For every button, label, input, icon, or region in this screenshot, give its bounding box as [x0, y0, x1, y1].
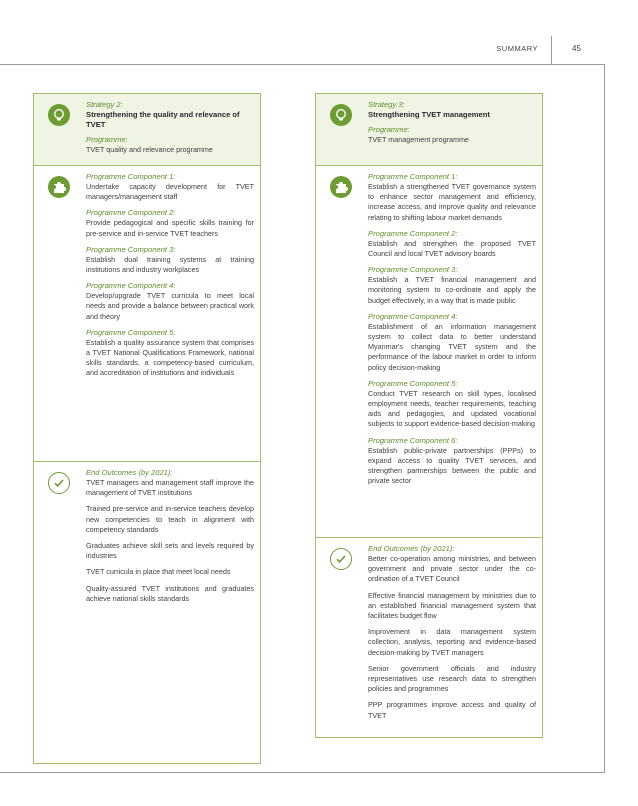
outcomes-label: End Outcomes (by 2021): [86, 468, 173, 477]
strategy-2-header [34, 94, 260, 165]
component-text: Undertake capacity development for TVET managers/management staff [86, 182, 254, 202]
lightbulb-head-icon [48, 104, 70, 126]
component-text: Establish public-private partnerships (PPPs) to expand access to quality TVET services, and strengthen partnerships between the public and private sector [368, 445, 536, 486]
strategy-2-components [34, 165, 260, 461]
outcomes-label: End Outcomes (by 2021): [368, 544, 455, 553]
outcome-item: TVET managers and management staff improve the management of TVET institutions [86, 478, 254, 498]
component-text: Establishment of an information management system to collect data to better understand Myanmar's changing TVET system and the performance of the labour market in order to inform policy decision-making [368, 321, 536, 372]
component-text: Conduct TVET research on skill types, localised employment needs, teacher requirements, teaching aids and pedagogies, and updated vocational subjects to support evidence-based decision-making [368, 388, 536, 429]
programme-label: Programme: [86, 135, 128, 144]
header-rule [0, 64, 604, 65]
component-label: Programme Component 4: [368, 311, 458, 321]
component-label: Programme Component 5: [86, 327, 176, 337]
strategy-label: Strategy 3: [368, 100, 405, 109]
strategy-2-outcomes [34, 461, 260, 763]
component-text: Establish dual training systems at training institutions and industry workplaces [86, 254, 254, 275]
component-text: Establish a TVET financial management and monitoring system to co-ordinate and apply the budget effectively, in a way that is made public [368, 275, 536, 305]
page-number: 45 [572, 44, 581, 53]
programme-name: TVET management programme [368, 135, 469, 144]
outcome-item: Better co-operation among ministries, and between government and private sector under the co-ordination of a TVET Council [368, 554, 536, 584]
component-label: Programme Component 2: [86, 208, 176, 218]
component-text: Establish and strengthen the proposed TVET Council and local TVET advisory boards [368, 238, 536, 259]
strategy-label: Strategy 2: [86, 100, 123, 109]
outcome-item: Effective financial management by ministries due to an established financial management system that facilitates budget flow [368, 590, 536, 621]
component-label: Programme Component 1: [86, 172, 176, 181]
component-label: Programme Component 3: [368, 265, 458, 275]
strategy-3-panel [315, 93, 543, 738]
component-text: Establish a strengthened TVET governance system to enhance sector management and efficiency, increase access, and improve quality and relevance relating to shifting labour market demands [368, 182, 536, 222]
outcome-item: Trained pre-service and in-service teachers develop new competencies to teach in alignment with competency standards [86, 504, 254, 534]
component-label: Programme Component 3: [86, 244, 176, 254]
frame-bottom-rule [0, 772, 605, 773]
component-label: Programme Component 5: [368, 378, 458, 388]
checkmark-circle-icon [330, 548, 352, 570]
component-label: Programme Component 6: [368, 435, 458, 445]
outcome-item: Quality-assured TVET institutions and graduates achieve national skills standards [86, 583, 254, 603]
strategy-title: Strengthening TVET management [368, 110, 490, 119]
outcome-item: TVET curricula in place that meet local needs [86, 567, 231, 577]
header-divider [551, 36, 552, 64]
outcome-item: Improvement in data management system collection, analysis, reporting and evidence-based decision-making by TVET managers [368, 627, 536, 657]
strategy-3-components [316, 165, 542, 537]
programme-label: Programme: [368, 125, 410, 134]
component-text: Develop/upgrade TVET curricula to meet local needs and provide a balance between practical work and theory [86, 291, 254, 321]
section-title: SUMMARY [496, 44, 538, 53]
strategy-3-outcomes [316, 537, 542, 737]
component-label: Programme Component 1: [368, 172, 458, 181]
outcome-item: Graduates achieve skill sets and levels required by industries [86, 541, 254, 561]
strategy-2-panel [33, 93, 261, 764]
puzzle-icon [330, 176, 352, 198]
component-text: Provide pedagogical and specific skills training for pre-service and in-service TVET teachers [86, 218, 254, 238]
puzzle-icon [48, 176, 70, 198]
frame-right-rule [604, 64, 605, 772]
programme-name: TVET quality and relevance programme [86, 145, 213, 154]
component-text: Establish a quality assurance system that comprises a TVET National Qualifications Framework, national skills standards, a competency-based curriculum, and accreditation of institutions and individuals [86, 337, 254, 378]
checkmark-circle-icon [48, 472, 70, 494]
strategy-title: Strengthening the quality and relevance of TVET [86, 110, 240, 129]
component-label: Programme Component 2: [368, 228, 458, 238]
component-label: Programme Component 4: [86, 281, 176, 291]
outcome-item: Senior government officials and industry representatives use research data to strengthen policies and programmes [368, 663, 536, 694]
strategy-3-header [316, 94, 542, 165]
lightbulb-head-icon [330, 104, 352, 126]
outcome-item: PPP programmes improve access and quality of TVET [368, 700, 536, 720]
